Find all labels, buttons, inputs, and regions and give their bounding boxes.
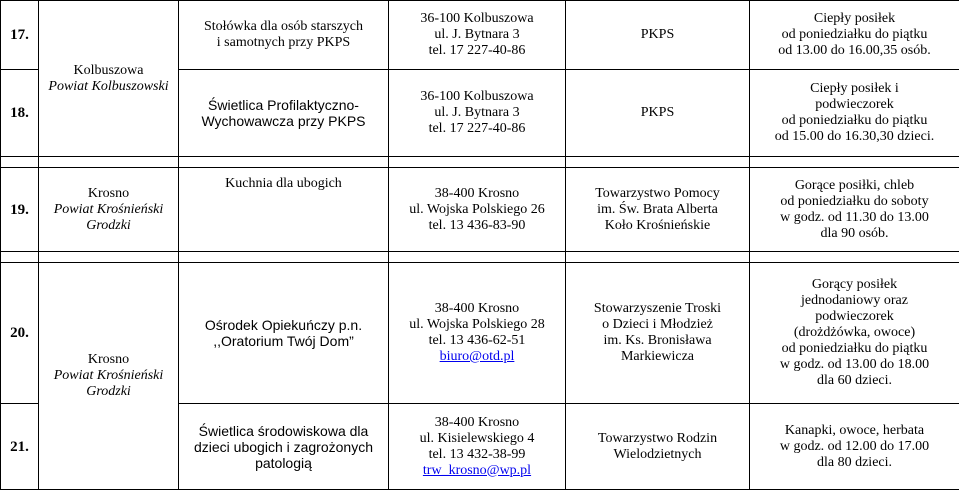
organization-cell: PKPS bbox=[566, 1, 750, 70]
address-cell: 36-100 Kolbuszowa ul. J. Bytnara 3 tel. 17 227-40-86 bbox=[389, 70, 566, 157]
help-description-cell: Gorące posiłki, chleb od poniedziałku do soboty w godz. od 11.30 do 13.00 dla 90 osób. bbox=[750, 168, 959, 252]
help-description-cell: Kanapki, owoce, herbata w godz. od 12.00 do 17.00 dla 80 dzieci. bbox=[750, 404, 959, 490]
table-row bbox=[1, 263, 959, 404]
address-cell: 36-100 Kolbuszowa ul. J. Bytnara 3 tel. 17 227-40-86 bbox=[389, 1, 566, 70]
location-cell bbox=[39, 263, 179, 490]
email-link[interactable]: trw_krosno@wp.pl bbox=[393, 463, 561, 479]
location-district: Powiat Krośnieński bbox=[43, 368, 174, 384]
row-number: 19. bbox=[1, 168, 39, 252]
location-city: Krosno bbox=[43, 352, 174, 368]
location-city: Krosno bbox=[43, 186, 174, 202]
email-link[interactable]: biuro@otd.pl bbox=[393, 349, 561, 365]
organization-cell: PKPS bbox=[566, 70, 750, 157]
row-number: 17. bbox=[1, 1, 39, 70]
row-number: 18. bbox=[1, 70, 39, 157]
location-district: Powiat Kolbuszowski bbox=[43, 79, 174, 95]
address-cell: 38-400 Krosno ul. Kisielewskiego 4 tel. 13 432-38-99 trw_krosno@wp.pl bbox=[389, 404, 566, 490]
location-district: Powiat Krośnieński bbox=[43, 202, 174, 218]
location-district-type: Grodzki bbox=[43, 218, 174, 234]
facility-name-cell: Świetlica środowiskowa dla dzieci ubogich i zagrożonych patologią bbox=[179, 404, 389, 490]
row-number: 20. bbox=[1, 263, 39, 404]
spacer-row bbox=[1, 157, 959, 168]
location-cell bbox=[39, 1, 179, 157]
facility-name-cell: Kuchnia dla ubogich bbox=[179, 168, 389, 252]
organization-cell: Stowarzyszenie Troski o Dzieci i Młodzież im. Ks. Bronisława Markiewicza bbox=[566, 263, 750, 404]
facility-name-cell: Stołówka dla osób starszych i samotnych przy PKPS bbox=[179, 1, 389, 70]
location-district-type: Grodzki bbox=[43, 384, 174, 400]
help-description-cell: Ciepły posiłek od poniedziałku do piątku od 13.00 do 16.00,35 osób. bbox=[750, 1, 959, 70]
spacer-row bbox=[1, 252, 959, 263]
facility-name-cell: Ośrodek Opiekuńczy p.n. ,,Oratorium Twój Dom” bbox=[179, 263, 389, 404]
help-description-cell: Gorący posiłek jednodaniowy oraz podwieczorek (drożdżówka, owoce) od poniedziałku do piątku w godz. od 13.00 do 18.00 dla 60 dzieci. bbox=[750, 263, 959, 404]
table-row bbox=[1, 168, 959, 252]
location-city: Kolbuszowa bbox=[43, 63, 174, 79]
address-cell: 38-400 Krosno ul. Wojska Polskiego 28 tel. 13 436-62-51 biuro@otd.pl bbox=[389, 263, 566, 404]
help-description-cell: Ciepły posiłek i podwieczorek od poniedziałku do piątku od 15.00 do 16.30,30 dzieci. bbox=[750, 70, 959, 157]
organization-cell: Towarzystwo Rodzin Wielodzietnych bbox=[566, 404, 750, 490]
table-row bbox=[1, 1, 959, 70]
organization-cell: Towarzystwo Pomocy im. Św. Brata Alberta Koło Krośnieńskie bbox=[566, 168, 750, 252]
address-cell: 38-400 Krosno ul. Wojska Polskiego 26 tel. 13 436-83-90 bbox=[389, 168, 566, 252]
facility-name-cell: Świetlica Profilaktyczno- Wychowawcza przy PKPS bbox=[179, 70, 389, 157]
location-cell bbox=[39, 168, 179, 252]
row-number: 21. bbox=[1, 404, 39, 490]
